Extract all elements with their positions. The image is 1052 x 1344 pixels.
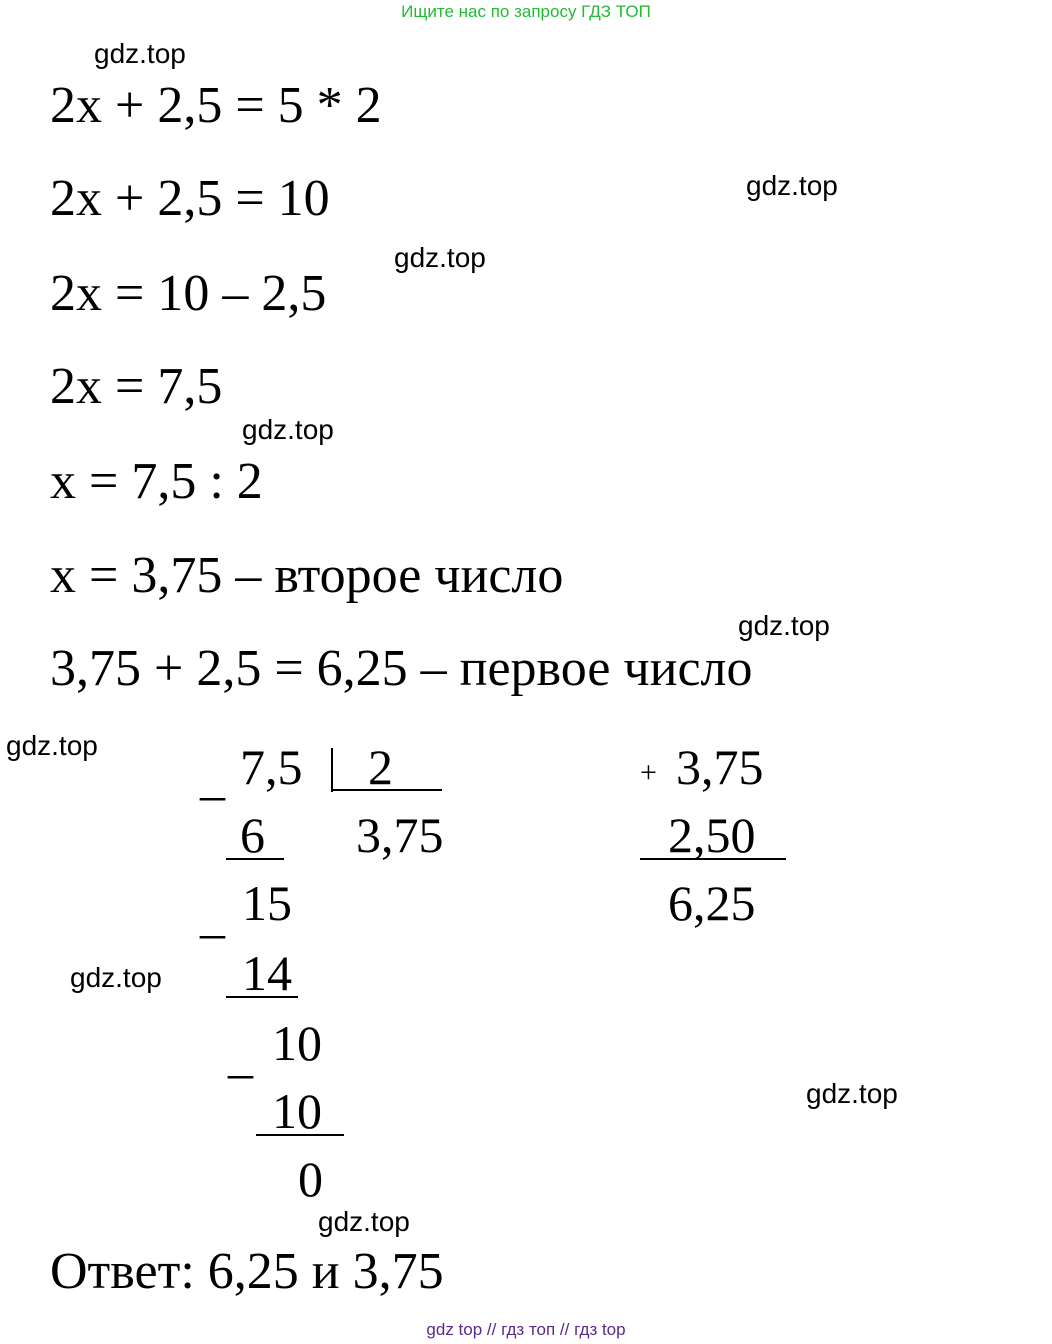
top-banner: Ищите нас по запросу ГДЗ ТОП [401,2,651,21]
sum-underline [640,858,786,860]
equation-line-1: 2x + 2,5 = 5 * 2 [50,77,382,134]
division-step: 14 [242,945,292,1001]
step-underline [226,858,284,860]
equation-line-7: 3,75 + 2,5 = 6,25 – первое число [50,640,753,697]
addend-2: 2,50 [668,807,756,863]
watermark: gdz.top [318,1206,410,1237]
division-remainder: 0 [298,1151,323,1207]
step-underline [226,996,298,998]
addend-1: 3,75 [676,739,764,795]
equation-line-4: 2x = 7,5 [50,358,223,415]
watermark: gdz.top [6,730,98,761]
sum: 6,25 [668,875,756,931]
watermark: gdz.top [94,38,186,69]
minus-sign: _ [200,887,225,943]
equation-line-3: 2x = 10 – 2,5 [50,265,327,322]
footer-links: gdz top // гдз топ // гдз top [426,1320,626,1339]
equation-line-2: 2x + 2,5 = 10 [50,170,330,227]
division-step: 15 [242,875,292,931]
watermark: gdz.top [746,170,838,201]
watermark: gdz.top [242,414,334,445]
equation-line-6: x = 3,75 – второе число [50,547,564,604]
division-step: 6 [240,807,265,863]
division-step: 10 [272,1015,322,1071]
equation-line-5: x = 7,5 : 2 [50,453,263,510]
watermark: gdz.top [394,242,486,273]
division-step: 10 [272,1083,322,1139]
division-dividend: 7,5 [240,739,303,795]
watermark: gdz.top [738,610,830,641]
step-underline [256,1134,344,1136]
minus-sign: _ [200,749,225,805]
division-bar [331,748,333,792]
divisor-underline [331,789,442,791]
plus-sign: + [640,756,657,789]
division-quotient: 3,75 [356,807,444,863]
watermark: gdz.top [70,962,162,993]
answer-line: Ответ: 6,25 и 3,75 [50,1243,444,1300]
division-divisor: 2 [368,739,393,795]
watermark: gdz.top [806,1078,898,1109]
minus-sign: _ [228,1027,253,1083]
